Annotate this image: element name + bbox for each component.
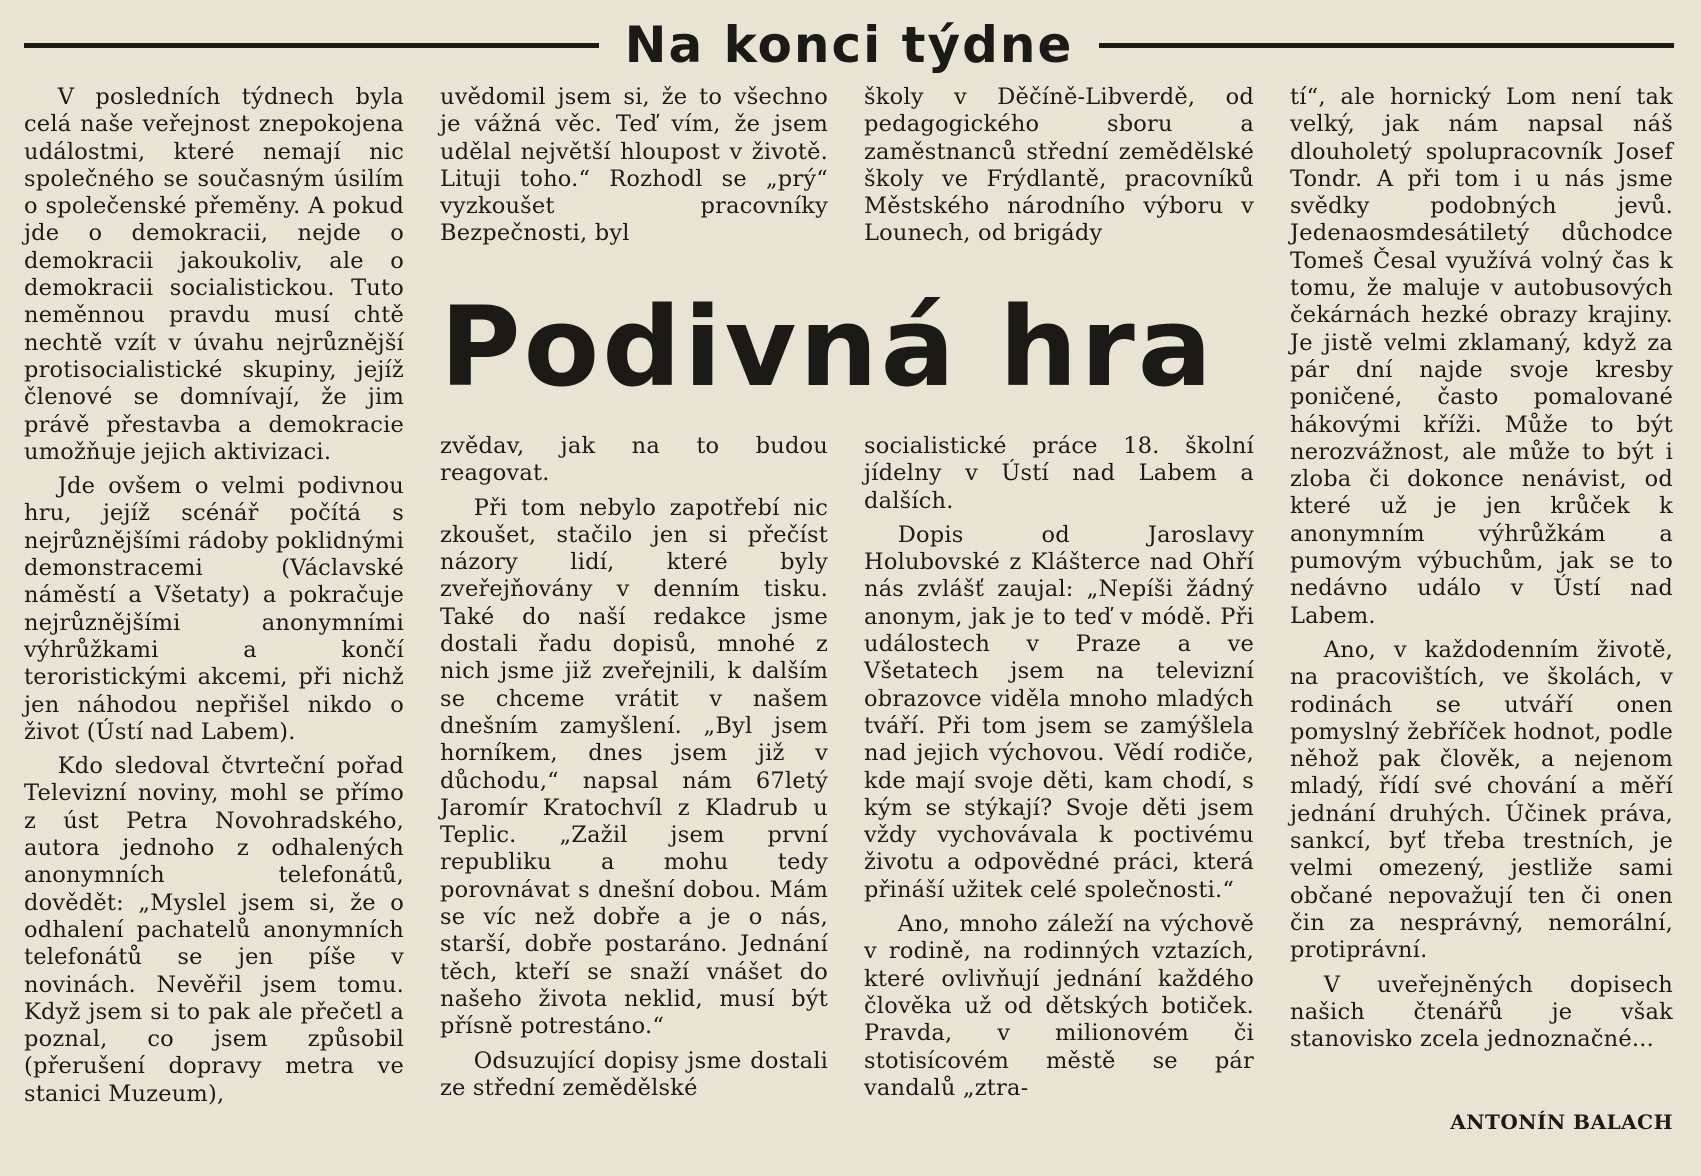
- rubric-rule-left: [24, 43, 599, 48]
- paragraph: Odsuzující dopisy jsme dostali ze střední zemědělské: [440, 1047, 828, 1101]
- column-2-bottom: [440, 433, 828, 1102]
- paragraph: Kdo sledoval čtvrteční pořad Televizní noviny, mohl se přímo z úst Petra Novohradského, autora jednoho z odhalených anonymních telefonátů, dovědět: „Myslel jsem si, že o odhalení pachatelů anonymních telefonátů se jen píše v novinách. Nevěřil jsem tomu. Když jsem si to pak ale přečetl a poznal, co jsem způsobil (přerušení dopravy metra ve stanici Muzeum),: [24, 753, 404, 1107]
- paragraph: zvědav, jak na to budou reagovat.: [440, 433, 828, 487]
- paragraph: Ano, mnoho záleží na výchově v rodině, na rodinných vztazích, které ovlivňují jednání každého člověka už od dětských botiček. Pravda, v milionovém či stotisícovém městě se pár vandalů „ztra-: [864, 911, 1254, 1101]
- rubric-title: Na konci týdne: [624, 16, 1074, 74]
- headline: Podivná hra: [440, 283, 1215, 411]
- paragraph: tí“, ale hornický Lom není tak velký, jak nám napsal náš dlouholetý spolupracovník Josef Tondr. A při tom i u nás jsme svědky podobných jevů. Jedenaosmdesátiletý důchodce Tomeš Česal využívá volný čas k tomu, že maluje v autobusových čekárnách hezké obrazy krajiny. Je jistě velmi zklamaný, když za pár dní najde svoje kresby poničené, často pomalované hákovými kříži. Může to být nerozvážnost, ale může to být i zloba či dokonce nenávist, od které už je jen krůček k anonymním výhrůžkám a pumovým výbuchům, jak se to nedávno událo v Ústí nad Labem.: [1290, 84, 1673, 629]
- column-1: [24, 84, 404, 1108]
- paragraph: Jde ovšem o velmi podivnou hru, jejíž scénář počítá s nejrůznějšími rádoby poklidnými demonstracemi (Václavské náměstí a Všetaty) a pokračuje nejrůznějšími anonymními výhrůžkami a končí teroristickými akcemi, při nichž jen náhodou nepřišel nikdo o život (Ústí nad Labem).: [24, 473, 404, 745]
- paragraph: uvědomil jsem si, že to všechno je vážná věc. Teď vím, že jsem udělal největší hloupost v životě. Lituji toho.“ Rozhodl se „prý“ vyzkoušet pracovníky Bezpečnosti, byl: [440, 84, 828, 247]
- paragraph: školy v Děčíně-Libverdě, od pedagogického sboru a zaměstnanců střední zemědělské školy ve Frýdlantě, pracovníků Městského národního výboru v Lounech, od brigády: [864, 84, 1254, 247]
- paragraph: V uveřejněných dopisech našich čtenářů je však stanovisko zcela jednoznačné...: [1290, 971, 1673, 1053]
- column-3-bottom: [864, 433, 1254, 1102]
- paragraph: Při tom nebylo zapotřebí nic zkoušet, stačilo jen si přečíst názory lidí, které byly zveřejňovány v denním tisku. Také do naší redakce jsme dostali řadu dopisů, mnohé z nich jsme již zveřejnili, k dalším se chceme vrátit v našem dnešním zamyšlení. „Byl jsem horníkem, dnes jsem již v důchodu,“ napsal nám 67letý Jaromír Kratochvíl z Kladrub u Teplic. „Zažil jsem první republiku a mohu tedy porovnávat s dnešní dobou. Mám se víc než dobře a je o nás, starší, dobře postaráno. Jednání těch, kteří se snaží vnášet do našeho života neklid, musí být přísně potrestáno.“: [440, 494, 828, 1040]
- paragraph: Ano, v každodenním životě, na pracovištích, ve školách, v rodinách se utváří onen pomyslný žebříček hodnot, podle něhož pak člověk, a nejenom mladý, řídí své chování a měří jednání druhých. Účinek práva, sankcí, byť třeba trestních, je velmi omezený, jestliže sami občané nepovažují ten či onen čin za nesprávný, nemorální, protiprávní.: [1290, 636, 1673, 964]
- paragraph: V posledních týdnech byla celá naše veřejnost znepokojena událostmi, které nemají nic společného se současným úsilím o společenské přeměny. A pokud jde o demokracii, nejde o demokracii jakoukoliv, ale o demokracii socialistickou. Tuto neměnnou pravdu musí chtě nechtě vzít v úvahu nejrůznější protisocialistické skupiny, jejíž členové se domnívají, že jim právě přestavba a demokracie umožňuje jejich aktivizaci.: [24, 84, 404, 465]
- rubric-rule-right: [1099, 43, 1674, 48]
- rubric-header: [24, 14, 1674, 76]
- paragraph: Dopis od Jaroslavy Holubovské z Klášterce nad Ohří nás zvlášť zaujal: „Nepíši žádný anonym, jak je to teď v módě. Při událostech v Praze a ve Všetatech jsem na televizní obrazovce viděla mnoho mladých tváří. Při tom jsem se zamýšlela nad jejich výchovou. Vědí rodiče, kde mají svoje děti, kam chodí, s kým se stýkají? Svoje děti jsem vždy vychovávala k poctivému životu a odpovědné práci, která přináší užitek celé společnosti.“: [864, 521, 1254, 903]
- column-3-top: [864, 84, 1254, 248]
- author-byline: ANTONÍN BALACH: [1450, 1110, 1673, 1134]
- paragraph: socialistické práce 18. školní jídelny v Ústí nad Labem a dalších.: [864, 433, 1254, 514]
- column-2-top: [440, 84, 828, 248]
- column-4: [1290, 84, 1673, 1053]
